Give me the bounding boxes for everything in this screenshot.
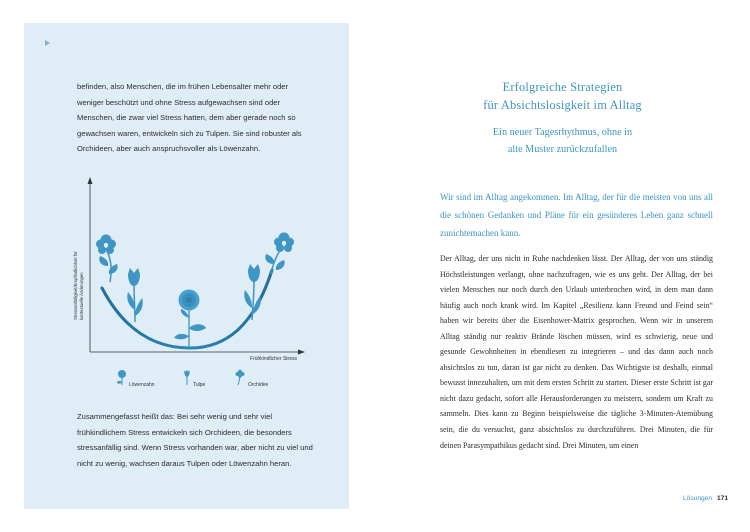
legend bbox=[117, 370, 269, 388]
orchid-icon-right bbox=[265, 233, 294, 275]
y-axis-label-line2: kontextuelle Änderungen bbox=[79, 272, 84, 320]
legend-orchid-icon bbox=[236, 370, 245, 385]
page-number: 171 bbox=[716, 495, 728, 502]
chapter-subtitle bbox=[375, 124, 750, 158]
legend-label-orchid: Orchidee bbox=[248, 382, 269, 388]
footer-section-label: Lösungen bbox=[683, 495, 712, 502]
chapter-title-line1: Erfolgreiche Strategien bbox=[502, 80, 623, 94]
chapter-subtitle-line2: alte Muster zurückzufallen bbox=[507, 144, 618, 155]
stress-diagram bbox=[62, 170, 312, 400]
dandelion-icon-center bbox=[174, 290, 206, 349]
triangle-marker-icon bbox=[45, 40, 50, 46]
legend-tulip-icon bbox=[184, 370, 190, 385]
body-paragraph: Der Alltag, der uns nicht in Ruhe nachdenken lässt. Der Alltag, der von uns ständig Höchstleistungen verlangt, ohne nachzufragen, wie es uns geht. Der Alltag, der bei vielen Menschen nur noch durch den Urlaub unterbrochen wird, in dem man dann häufig auch noch krank wird. Im Kapitel „Resilienz kann Freund und Feind sein“ haben wir bereits über die Eisenhower-Matrix gesprochen. Wenn wir in unserem Alltag ständig nur reaktiv Brände löschen müssen, wird es schwierig, neue und gesunde Gewohnheiten in ebendiesen zu integrieren – und das dann auch noch absichtslos zu tun, daran ist gar nicht zu denken. Das Wichtigste ist deshalb, einmal bewusst innezuhalten, um mit dem ersten Schritt zu starten. Dieser erste Schritt ist gar nicht dazu gedacht, sofort alle Herausforderungen zu meistern, sondern um Kraft zu sammeln. Dies kann zu Beginn beispielsweise die tägliche 3-Minuten-Atemübung sein, die du versuchst, ganz absichtslos zu durchzuführen. Drei Minuten, die für deinen Parasympathikus gedacht sind. Drei Minuten, um einen bbox=[440, 254, 713, 450]
chapter-subtitle-line1: Ein neuer Tagesrhythmus, ohne in bbox=[492, 127, 633, 138]
page-footer bbox=[683, 495, 728, 502]
chapter-title bbox=[375, 78, 750, 114]
y-axis-label-line1: Stressanfälligkeit/Empfindlichkeit für bbox=[73, 251, 78, 320]
legend-dandelion-icon bbox=[117, 370, 126, 385]
box-paragraph-bottom: Zusammengefasst heißt das: Bei sehr wenig und sehr viel frühkindlichem Stress entwickeln sich Orchideen, die besonders stressanfällig sind. Wenn Stress vorhanden war, aber nicht zu viel und nicht zu wenig, wachsen daraus Tulpen oder Löwenzahn heran. bbox=[77, 412, 313, 468]
chapter-title-line2: für Absichtslosigkeit im Alltag bbox=[483, 98, 642, 112]
x-axis-label: Frühkindlicher Stress bbox=[250, 356, 297, 362]
y-axis-arrow-icon bbox=[88, 177, 93, 184]
x-axis-arrow-icon bbox=[298, 350, 305, 355]
legend-label-tulip: Tulpe bbox=[193, 382, 206, 388]
box-paragraph-top: befinden, also Menschen, die im frühen Lebensalter mehr oder weniger beschützt und ohne Stress aufgewachsen sind oder Menschen, die zwar viel Stress hatten, dem aber gerade noch so gewachsen waren, entwickeln sich zu Tulpen. Sie sind robuster als Orchideen, aber auch anspruchsvoller als Löwenzahn. bbox=[77, 82, 302, 154]
right-page bbox=[375, 0, 750, 532]
lead-paragraph: Wir sind im Alltag angekommen. Im Alltag, der für die meisten von uns all die schönen Gedanken und Pläne für ein gesünderes Leben ganz schnell zunichtemachen kann. bbox=[440, 192, 713, 239]
legend-label-dandelion: Löwenzahn bbox=[129, 382, 155, 388]
tulip-icon-left bbox=[127, 268, 142, 322]
tulip-icon-right bbox=[244, 264, 260, 320]
orchid-icon-left bbox=[96, 235, 118, 283]
